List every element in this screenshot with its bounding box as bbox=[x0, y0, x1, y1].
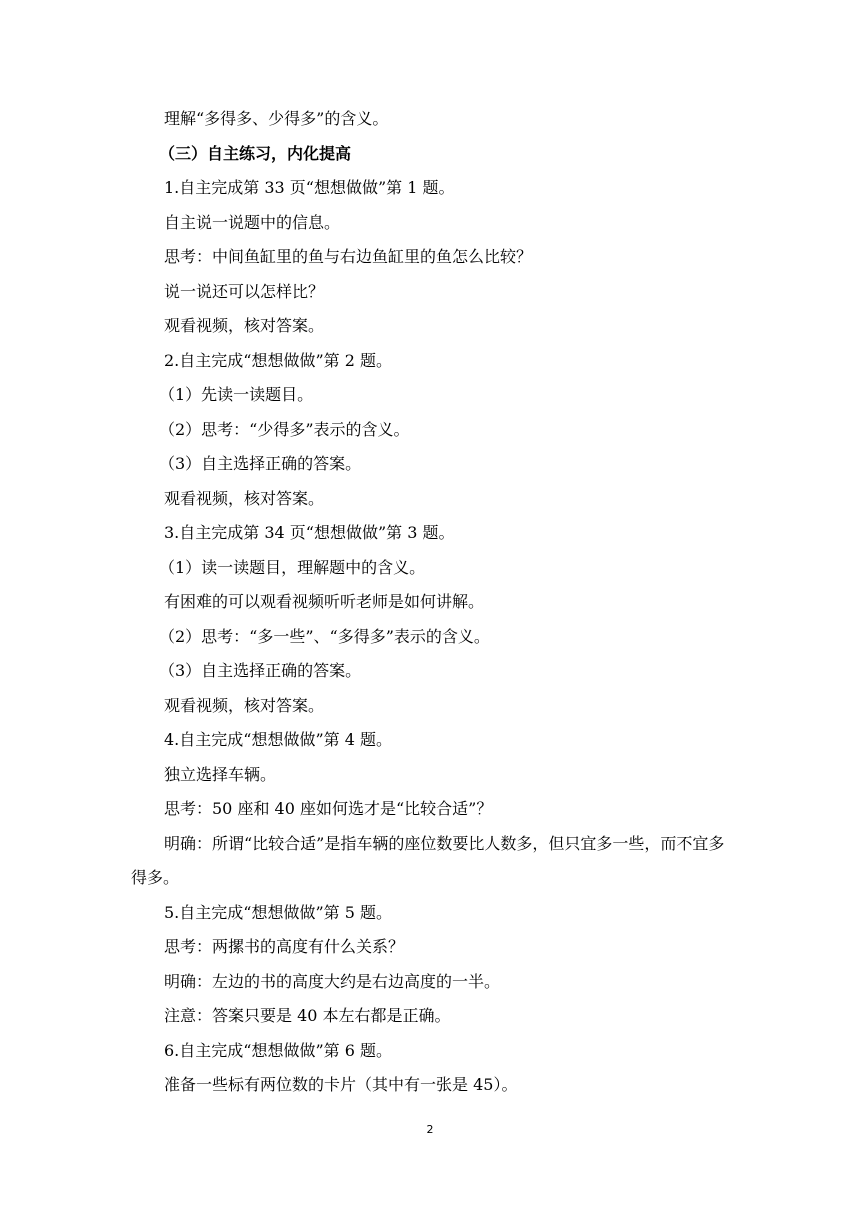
text-line: 理解“多得多、少得多”的含义。 bbox=[164, 109, 389, 128]
text-line: （1）读一读题目，理解题中的含义。 bbox=[159, 557, 426, 577]
text-line: 注意：答案只要是 40 本左右都是正确。 bbox=[164, 1006, 451, 1025]
text-line: 观看视频，核对答案。 bbox=[164, 488, 325, 508]
text-line: 思考：50 座和 40 座如何选才是“比较合适”？ bbox=[164, 799, 493, 818]
section-heading: （三）自主练习，内化提高 bbox=[159, 143, 352, 163]
text-line: 观看视频，核对答案。 bbox=[164, 316, 325, 335]
text-line: 4.自主完成“想想做做”第 4 题。 bbox=[164, 730, 392, 749]
text-line: （2）思考：“多一些”、“多得多”表示的含义。 bbox=[159, 626, 490, 646]
text-line: 1.自主完成第 33 页“想想做做”第 1 题。 bbox=[164, 178, 455, 197]
text-line: 思考：两摞书的高度有什么关系？ bbox=[164, 937, 405, 956]
text-line: 2.自主完成“想想做做”第 2 题。 bbox=[164, 350, 392, 370]
text-line: 说一说还可以怎样比？ bbox=[164, 281, 325, 301]
page-body bbox=[131, 102, 731, 1103]
page-number: 2 bbox=[426, 1123, 434, 1136]
text-line: 思考：中间鱼缸里的鱼与右边鱼缸里的鱼怎么比较？ bbox=[164, 247, 533, 266]
text-line: 3.自主完成第 34 页“想想做做”第 3 题。 bbox=[164, 523, 455, 542]
text-line: （3）自主选择正确的答案。 bbox=[159, 454, 362, 473]
text-line: （1）先读一读题目。 bbox=[159, 385, 314, 404]
text-line: （2）思考：“少得多”表示的含义。 bbox=[159, 419, 410, 439]
text-line: 明确：左边的书的高度大约是右边高度的一半。 bbox=[164, 971, 501, 991]
text-line: （3）自主选择正确的答案。 bbox=[159, 661, 362, 680]
text-line: 6.自主完成“想想做做”第 6 题。 bbox=[164, 1040, 392, 1060]
text-paragraph: 明确：所谓“比较合适”是指车辆的座位数要比人数多，但只宜多一些，而不宜多得多。 bbox=[131, 833, 725, 887]
text-line: 自主说一说题中的信息。 bbox=[164, 212, 341, 232]
text-line: 准备一些标有两位数的卡片（其中有一张是 45）。 bbox=[164, 1075, 518, 1094]
text-line: 观看视频，核对答案。 bbox=[164, 695, 325, 715]
text-line: 5.自主完成“想想做做”第 5 题。 bbox=[164, 902, 392, 922]
text-line: 独立选择车辆。 bbox=[164, 764, 277, 784]
text-line: 有困难的可以观看视频听听老师是如何讲解。 bbox=[164, 592, 485, 611]
